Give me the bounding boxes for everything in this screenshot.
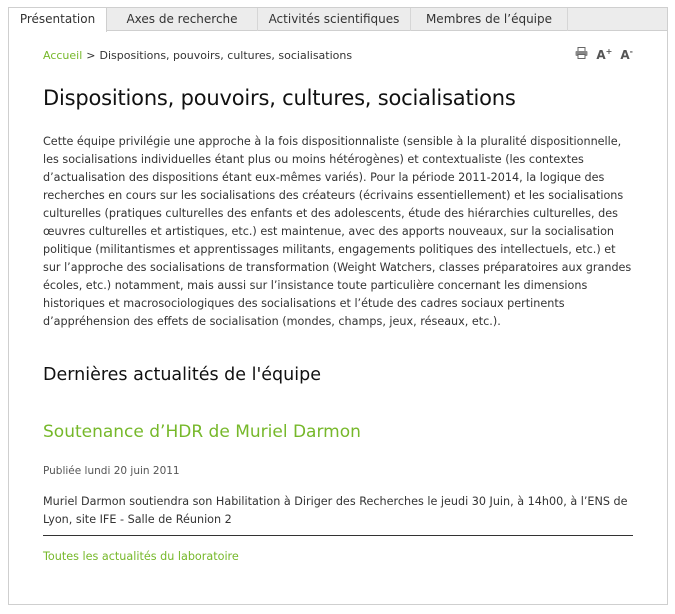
news-divider bbox=[43, 535, 633, 536]
tab-axes-de-recherche[interactable]: Axes de recherche bbox=[126, 12, 238, 26]
increase-font-suffix: + bbox=[605, 46, 613, 56]
decrease-font-suffix: - bbox=[629, 46, 633, 56]
tab-presentation[interactable]: Présentation bbox=[9, 8, 107, 32]
content-panel bbox=[8, 7, 668, 605]
breadcrumb bbox=[43, 49, 352, 62]
print-icon[interactable] bbox=[575, 47, 588, 62]
tab-bar bbox=[9, 8, 667, 31]
text-tools bbox=[575, 46, 633, 62]
decrease-font-label: A bbox=[620, 47, 630, 62]
tab-membres-equipe[interactable]: Membres de l’équipe bbox=[425, 12, 553, 26]
breadcrumb-separator: > bbox=[86, 49, 96, 62]
tab-divider bbox=[567, 8, 568, 31]
page-title: Dispositions, pouvoirs, cultures, socialisations bbox=[43, 86, 516, 110]
news-section-title: Dernières actualités de l'équipe bbox=[43, 365, 321, 385]
news-item-date: Publiée lundi 20 juin 2011 bbox=[43, 465, 180, 477]
team-description: Cette équipe privilégie une approche à la fois dispositionnaliste (sensible à la pluralité dispositionnelle, les socialisations individuelles étant plus ou moins hétérogènes) et contextualiste (les contextes d’actualisation des dispositions étant eux-mêmes variés). Pour la période 2011-2014, la logique des recherches en cours sur les socialisations des créateurs (écrivains essentiellement) et les socialisations culturelles (pratiques culturelles des enfants et des adolescents, étude des hiérarchies culturelles, des œuvres culturelles et artistiques, etc.) est maintenue, avec des apports nouveaux, sur la socialisation politique (militantismes et apprentissages militants, engagements politiques des intellectuels, etc.) et sur l’approche des socialisations de transformation (Weight Watchers, classes préparatoires aux grandes écoles, etc.) notamment, mais aussi sur l’insistance toute particulière concernant les dimensions historiques et macrosociologiques des socialisations et l’étude des cadres sociaux pertinents d’appréhension des effets de socialisation (mondes, champs, jeux, réseaux, etc.). bbox=[43, 135, 632, 328]
news-item-title-link[interactable]: Soutenance d’HDR de Muriel Darmon bbox=[43, 422, 361, 442]
all-news-link[interactable]: Toutes les actualités du laboratoire bbox=[43, 550, 239, 563]
news-item-body: Muriel Darmon soutiendra son Habilitation à Diriger des Recherches le jeudi 30 Juin, à 14h00, à l’ENS de Lyon, site IFE - Salle de Réunion 2 bbox=[43, 495, 628, 526]
tab-activites-scientifiques[interactable]: Activités scientifiques bbox=[268, 12, 400, 26]
breadcrumb-current: Dispositions, pouvoirs, cultures, socialisations bbox=[99, 49, 353, 62]
increase-font-label: A bbox=[596, 47, 606, 62]
breadcrumb-home-link[interactable]: Accueil bbox=[43, 49, 83, 62]
decrease-font-button[interactable] bbox=[620, 47, 633, 62]
increase-font-button[interactable] bbox=[596, 47, 612, 62]
